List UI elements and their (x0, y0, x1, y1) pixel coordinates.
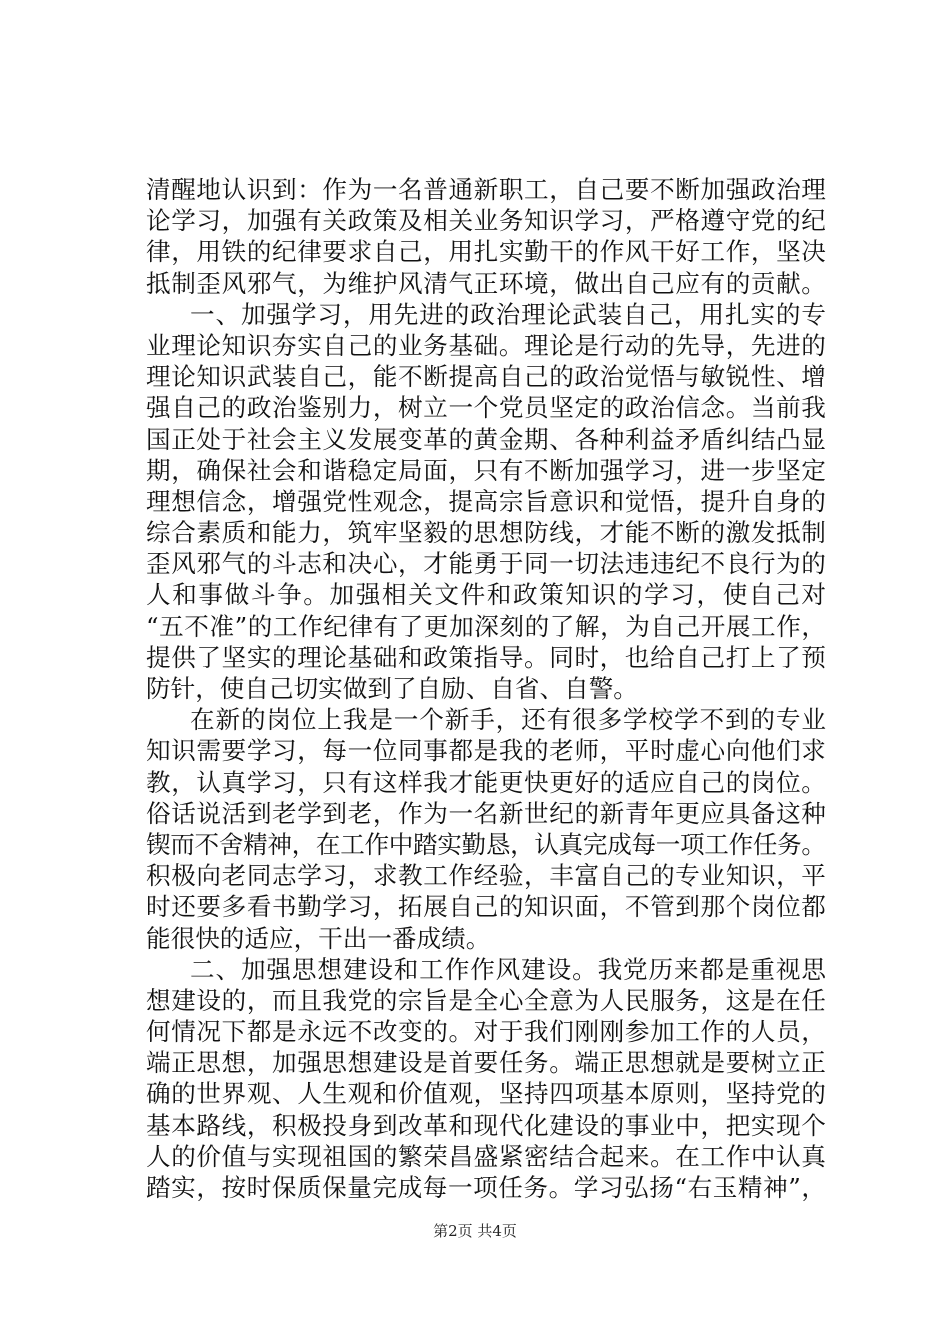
text-line: 防针，使自己切实做到了自励、自省、自警。 (146, 674, 638, 703)
text-line: 人和事做斗争。加强相关文件和政策知识的学习，使自己对 (146, 580, 828, 610)
text-line: 业理论知识夯实自己的业务基础。理论是行动的先导，先进的 (146, 330, 827, 360)
text-line: “五不准”的工作纪律有了更加深刻的了解，为自己开展工作， (146, 611, 827, 641)
text-line: 国正处于社会主义发展变革的黄金期、各种利益矛盾纠结凸显 (146, 424, 827, 454)
text-line: 理想信念，增强党性观念，提高宗旨意识和觉悟，提升自身的 (146, 486, 827, 516)
text-line: 何情况下都是永远不改变的。对于我们刚刚参加工作的人员， (146, 1017, 827, 1047)
text-line: 基本路线，积极投身到改革和现代化建设的事业中，把实现个 (146, 1110, 827, 1140)
text-line: 一、加强学习，用先进的政治理论武装自己，用扎实的专 (190, 299, 827, 329)
text-line: 综合素质和能力，筑牢坚毅的思想防线，才能不断的激发抵制 (146, 518, 827, 548)
text-line: 理论知识武装自己，能不断提高自己的政治觉悟与敏锐性、增 (146, 362, 827, 392)
text-line: 确的世界观、人生观和价值观，坚持四项基本原则，坚持党的 (146, 1079, 827, 1109)
body-text (146, 174, 826, 1203)
text-line: 强自己的政治鉴别力，树立一个党员坚定的政治信念。当前我 (146, 393, 827, 423)
text-line: 能很快的适应，干出一番成绩。 (146, 923, 491, 953)
text-line: 俗话说活到老学到老，作为一名新世纪的新青年更应具备这种 (146, 798, 827, 828)
text-line: 时还要多看书勤学习，拓展自己的知识面，不管到那个岗位都 (146, 892, 827, 922)
text-line: 提供了坚实的理论基础和政策指导。同时，也给自己打上了预 (146, 642, 827, 672)
text-line: 踏实，按时保质保量完成每一项任务。学习弘扬“右玉精神”， (146, 1173, 827, 1202)
text-line: 人的价值与实现祖国的繁荣昌盛紧密结合起来。在工作中认真 (146, 1141, 827, 1171)
text-line: 论学习，加强有关政策及相关业务知识学习，严格遵守党的纪 (146, 206, 827, 236)
text-line: 积极向老同志学习，求教工作经验，丰富自己的专业知识，平 (146, 861, 827, 891)
text-line: 期，确保社会和谐稳定局面，只有不断加强学习，进一步坚定 (146, 455, 827, 485)
text-line: 抵制歪风邪气，为维护风清气正环境，做出自己应有的贡献。 (146, 268, 827, 298)
text-line: 在新的岗位上我是一个新手，还有很多学校学不到的专业 (190, 705, 827, 735)
text-line: 清醒地认识到：作为一名普通新职工，自己要不断加强政治理 (146, 175, 827, 204)
text-line: 二、加强思想建设和工作作风建设。我党历来都是重视思 (190, 954, 827, 984)
text-line: 锲而不舍精神，在工作中踏实勤恳，认真完成每一项工作任务。 (146, 829, 826, 859)
text-line: 歪风邪气的斗志和决心，才能勇于同一切法违违纪不良行为的 (146, 549, 827, 579)
text-line: 端正思想，加强思想建设是首要任务。端正思想就是要树立正 (146, 1048, 827, 1078)
text-line: 教，认真学习，只有这样我才能更快更好的适应自己的岗位。 (146, 767, 827, 797)
text-line: 想建设的，而且我党的宗旨是全心全意为人民服务，这是在任 (146, 985, 827, 1015)
page-footer: 第2页 共4页 (433, 1222, 517, 1240)
text-line: 律，用铁的纪律要求自己，用扎实勤干的作风干好工作，坚决 (146, 237, 827, 267)
text-line: 知识需要学习，每一位同事都是我的老师，平时虚心向他们求 (146, 736, 827, 766)
